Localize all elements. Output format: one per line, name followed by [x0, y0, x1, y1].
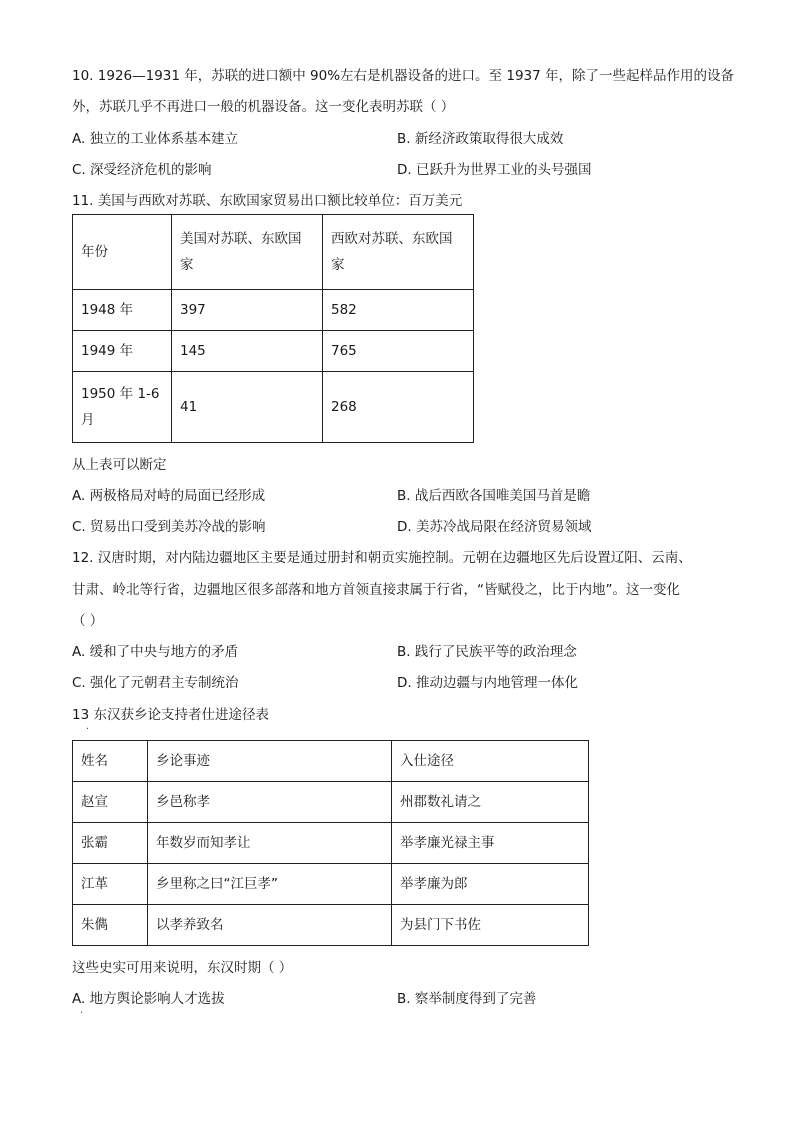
q11-option-b: B. 战后西欧各国唯美国马首是瞻: [397, 488, 591, 504]
q11-title: 11. 美国与西欧对苏联、东欧国家贸易出口额比较单位：百万美元: [72, 193, 463, 209]
q11-trade-table: [72, 214, 474, 443]
q13-title: 13 东汉获乡论支持者仕进途径表: [72, 707, 269, 723]
q13-career-table: [72, 740, 589, 946]
q12-stem-line2: 甘肃、岭北等行省，边疆地区很多部落和地方首领直接隶属于行省，“皆赋役之，比于内地”。这一变化: [72, 582, 680, 598]
table-cell: 乡里称之曰“江巨孝”: [148, 864, 392, 905]
q10-option-d: D. 已跃升为世界工业的头号强国: [397, 162, 592, 178]
table-cell: 145: [172, 331, 323, 372]
table-header-cell: 西欧对苏联、东欧国家: [323, 215, 474, 290]
table-cell: 397: [172, 290, 323, 331]
table-row: [73, 905, 589, 946]
table-cell: 1948 年: [73, 290, 172, 331]
q13-option-b: B. 察举制度得到了完善: [397, 991, 537, 1007]
table-cell: 1949 年: [73, 331, 172, 372]
table-cell: 朱儁: [73, 905, 148, 946]
table-header-cell: 年份: [73, 215, 172, 290]
table-header-cell: 入仕途径: [392, 741, 589, 782]
table-cell: 以孝养致名: [148, 905, 392, 946]
q12-option-c: C. 强化了元朝君主专制统治: [72, 675, 239, 691]
table-cell: 乡邑称孝: [148, 782, 392, 823]
q13-prompt: 这些史实可用来说明，东汉时期（ ）: [72, 960, 293, 976]
table-row: [73, 864, 589, 905]
q11-option-d: D. 美苏冷战局限在经济贸易领域: [397, 519, 592, 535]
table-row: [73, 372, 474, 443]
table-row: [73, 823, 589, 864]
q11-prompt: 从上表可以断定: [72, 457, 167, 473]
q12-option-b: B. 践行了民族平等的政治理念: [397, 644, 577, 660]
table-cell: 765: [323, 331, 474, 372]
q13-option-a: A. 地方舆论影响人才选拔: [72, 991, 225, 1007]
table-cell: 1950 年 1-6 月: [73, 372, 172, 443]
q10-option-b: B. 新经济政策取得很大成效: [397, 131, 564, 147]
table-header-cell: 姓名: [73, 741, 148, 782]
q11-option-c: C. 贸易出口受到美苏冷战的影响: [72, 519, 266, 535]
q12-stem-line1: 12. 汉唐时期，对内陆边疆地区主要是通过册封和朝贡实施控制。元朝在边疆地区先后设置辽阳、云南、: [72, 550, 692, 566]
table-cell: 为县门下书佐: [392, 905, 589, 946]
q12-stem-line3: （ ）: [72, 613, 104, 629]
decorative-dot: ·: [80, 1008, 84, 1019]
q10-option-a: A. 独立的工业体系基本建立: [72, 131, 239, 147]
table-header-cell: 美国对苏联、东欧国家: [172, 215, 323, 290]
table-cell: 268: [323, 372, 474, 443]
table-header-cell: 乡论事迹: [148, 741, 392, 782]
q10-stem-line1: 10. 1926—1931 年，苏联的进口额中 90%左右是机器设备的进口。至 1937 年，除了一些起样品作用的设备: [72, 68, 734, 84]
q11-option-a: A. 两极格局对峙的局面已经形成: [72, 488, 266, 504]
q10-option-c: C. 深受经济危机的影响: [72, 162, 212, 178]
table-header-row: [73, 215, 474, 290]
table-cell: 江革: [73, 864, 148, 905]
table-cell: 41: [172, 372, 323, 443]
q12-option-a: A. 缓和了中央与地方的矛盾: [72, 644, 239, 660]
table-row: [73, 782, 589, 823]
table-cell: 州郡数礼请之: [392, 782, 589, 823]
table-cell: 年数岁而知孝让: [148, 823, 392, 864]
table-row: [73, 290, 474, 331]
q12-option-d: D. 推动边疆与内地管理一体化: [397, 675, 578, 691]
table-row: [73, 331, 474, 372]
table-cell: 张霸: [73, 823, 148, 864]
table-cell: 582: [323, 290, 474, 331]
decorative-dot: ·: [86, 724, 90, 735]
table-cell: 举孝廉为郎: [392, 864, 589, 905]
table-cell: 举孝廉光禄主事: [392, 823, 589, 864]
table-cell: 赵宣: [73, 782, 148, 823]
q10-stem-line2: 外，苏联几乎不再进口一般的机器设备。这一变化表明苏联（ ）: [72, 99, 455, 115]
table-header-row: [73, 741, 589, 782]
